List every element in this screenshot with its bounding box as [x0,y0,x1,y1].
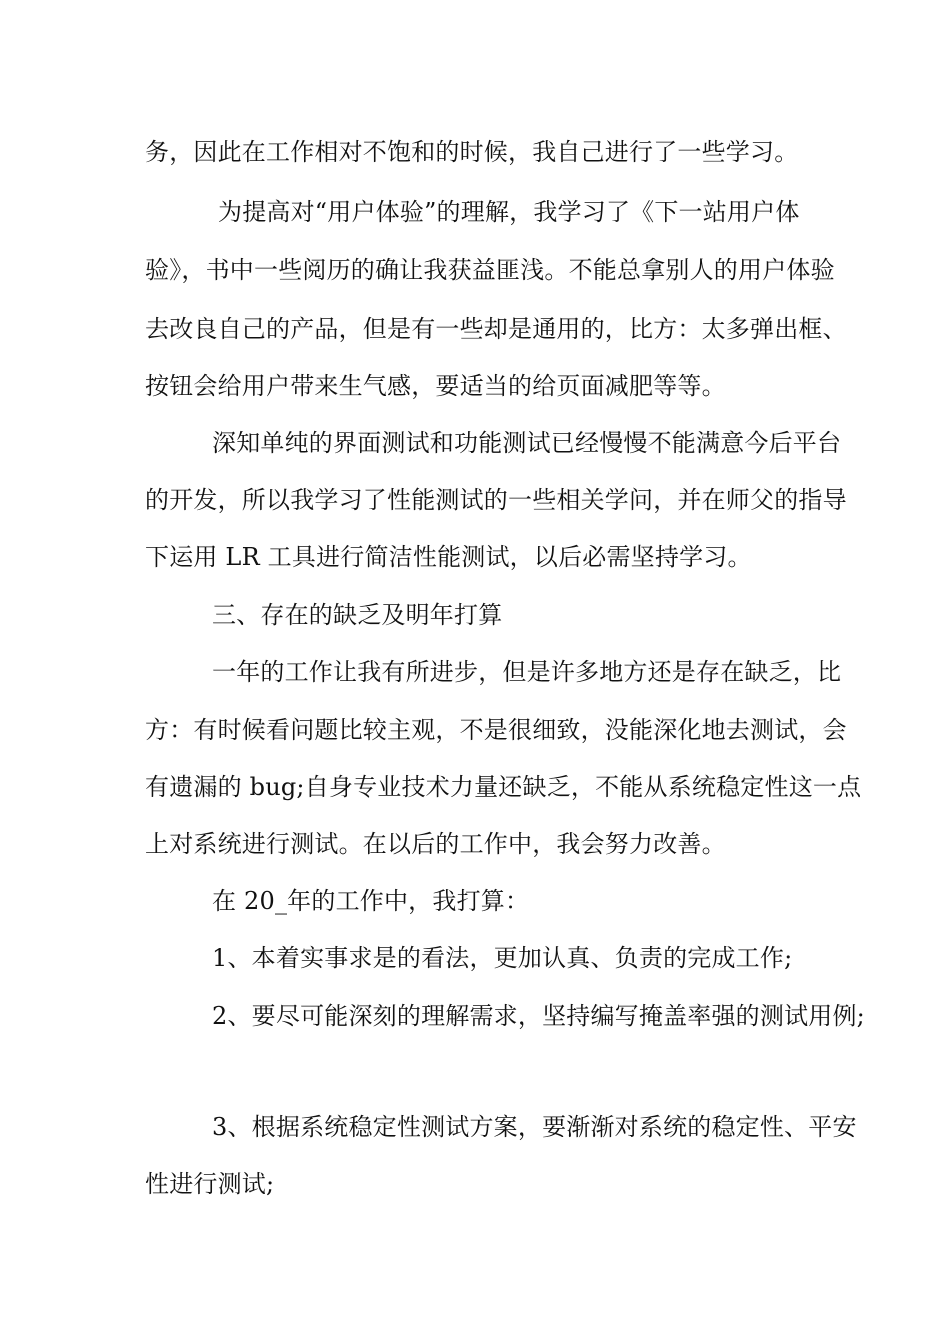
body-text-line: 去改良自己的产品，但是有一些却是通用的，比方：太多弹出框、 [145,315,847,343]
body-text-line: 的开发，所以我学习了性能测试的一些相关学问，并在师父的指导 [145,486,847,514]
body-text-line: 验》，书中一些阅历的确让我获益匪浅。不能总拿别人的用户体验 [145,256,835,284]
list-item: 3、根据系统稳定性测试方案，要渐渐对系统的稳定性、平安 [212,1113,857,1141]
paragraph-first-line: 一年的工作让我有所进步，但是许多地方还是存在缺乏，比 [212,658,842,686]
list-item: 1、本着实事求是的看法，更加认真、负责的完成工作; [212,944,793,972]
paragraph-first-line: 为提高对“用户体验”的理解，我学习了《下一站用户体 [218,198,800,226]
body-text-line: 有遗漏的 bug;自身专业技术力量还缺乏，不能从系统稳定性这一点 [145,773,862,801]
section-heading: 三、存在的缺乏及明年打算 [212,601,503,629]
body-text-line: 方：有时候看问题比较主观，不是很细致，没能深化地去测试，会 [145,716,847,744]
body-text-line: 务，因此在工作相对不饱和的时候，我自己进行了一些学习。 [145,138,799,166]
plan-intro: 在 20_年的工作中，我打算： [212,887,530,915]
body-text-line: 下运用 LR 工具进行简洁性能测试，以后必需坚持学习。 [145,543,752,571]
list-item: 2、要尽可能深刻的理解需求，坚持编写掩盖率强的测试用例; [212,1002,865,1030]
body-text-line: 按钮会给用户带来生气感，要适当的给页面减肥等等。 [145,372,726,400]
body-text-line: 性进行测试; [145,1170,275,1198]
body-text-line: 上对系统进行测试。在以后的工作中，我会努力改善。 [145,830,726,858]
paragraph-first-line: 深知单纯的界面测试和功能测试已经慢慢不能满意今后平台 [212,429,842,457]
